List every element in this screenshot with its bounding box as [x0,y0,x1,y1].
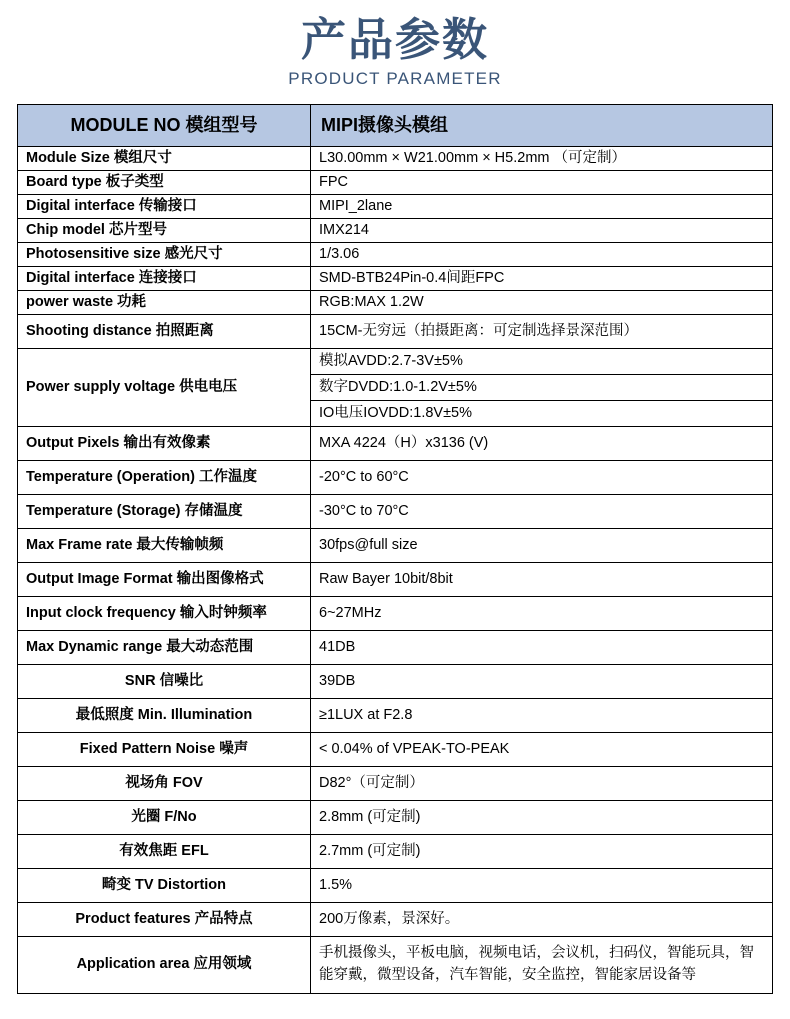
row-label-power-supply: Power supply voltage 供电电压 [18,349,311,427]
row-label: Fixed Pattern Noise 噪声 [18,733,311,767]
row-value: 1.5% [311,869,773,903]
row-value: MXA 4224（H）x3136 (V) [311,427,773,461]
row-label: 畸变 TV Distortion [18,869,311,903]
row-label: Output Pixels 输出有效像素 [18,427,311,461]
row-value: L30.00mm × W21.00mm × H5.2mm （可定制） [311,147,773,171]
row-label: 光圈 F/No [18,801,311,835]
row-label: Digital interface 传输接口 [18,195,311,219]
row-value: SMD-BTB24Pin-0.4间距FPC [311,267,773,291]
row-label: Max Dynamic range 最大动态范围 [18,631,311,665]
table-row [18,835,773,869]
table-row [18,597,773,631]
page-title-chinese: 产品参数 [300,14,489,65]
table-row [18,733,773,767]
table-row [18,903,773,937]
table-row [18,267,773,291]
row-value: 15CM-无穷远（拍摄距离：可定制选择景深范围） [311,315,773,349]
row-value: 200万像素，景深好。 [311,903,773,937]
row-value-iovdd: IO电压IOVDD:1.8V±5% [311,401,773,427]
table-row-application-area [18,937,773,994]
row-value: -30°C to 70°C [311,495,773,529]
row-value-dvdd: 数字DVDD:1.0-1.2V±5% [311,375,773,401]
row-value: 2.7mm (可定制) [311,835,773,869]
header-value-cell: MIPI摄像头模组 [311,105,773,147]
table-row [18,699,773,733]
row-label: Chip model 芯片型号 [18,219,311,243]
row-label: Digital interface 连接接口 [18,267,311,291]
row-label: Temperature (Storage) 存储温度 [18,495,311,529]
row-label: Input clock frequency 输入时钟频率 [18,597,311,631]
row-value: D82°（可定制） [311,767,773,801]
row-label: Shooting distance 拍照距离 [18,315,311,349]
table-row [18,461,773,495]
row-label: Board type 板子类型 [18,171,311,195]
specification-table-body [18,105,773,994]
table-row [18,665,773,699]
row-label: 视场角 FOV [18,767,311,801]
table-row [18,767,773,801]
table-row [18,529,773,563]
row-label: Product features 产品特点 [18,903,311,937]
header-label-cell: MODULE NO 模组型号 [18,105,311,147]
page-title-block [0,0,790,89]
row-value: Raw Bayer 10bit/8bit [311,563,773,597]
row-label: Temperature (Operation) 工作温度 [18,461,311,495]
row-value: MIPI_2lane [311,195,773,219]
row-value: FPC [311,171,773,195]
row-label-application-area: Application area 应用领域 [18,937,311,994]
row-value: 6~27MHz [311,597,773,631]
row-label: power waste 功耗 [18,291,311,315]
table-row [18,495,773,529]
row-label: Module Size 模组尺寸 [18,147,311,171]
table-row [18,171,773,195]
row-value: RGB:MAX 1.2W [311,291,773,315]
table-row [18,427,773,461]
table-row [18,869,773,903]
row-value: 2.8mm (可定制) [311,801,773,835]
row-value: ≥1LUX at F2.8 [311,699,773,733]
table-row [18,315,773,349]
table-row [18,631,773,665]
row-value: IMX214 [311,219,773,243]
table-row [18,243,773,267]
table-header-row [18,105,773,147]
row-value: < 0.04% of VPEAK-TO-PEAK [311,733,773,767]
row-value: 1/3.06 [311,243,773,267]
row-value-avdd: 模拟AVDD:2.7-3V±5% [311,349,773,375]
specification-table [17,104,773,994]
table-row [18,195,773,219]
table-row [18,147,773,171]
row-label: Output Image Format 输出图像格式 [18,563,311,597]
table-row [18,801,773,835]
row-label: Photosensitive size 感光尺寸 [18,243,311,267]
table-row-power-supply [18,349,773,375]
row-label: SNR 信噪比 [18,665,311,699]
row-label: 有效焦距 EFL [18,835,311,869]
row-label: Max Frame rate 最大传输帧频 [18,529,311,563]
page-title-english: PRODUCT PARAMETER [288,68,502,88]
table-row [18,219,773,243]
table-row [18,563,773,597]
row-value: 39DB [311,665,773,699]
row-label: 最低照度 Min. Illumination [18,699,311,733]
row-value: 30fps@full size [311,529,773,563]
table-row [18,291,773,315]
row-value: -20°C to 60°C [311,461,773,495]
row-value-application-area: 手机摄像头，平板电脑，视频电话，会议机，扫码仪，智能玩具，智能穿戴，微型设备，汽车智能，安全监控，智能家居设备等 [311,937,773,994]
row-value: 41DB [311,631,773,665]
